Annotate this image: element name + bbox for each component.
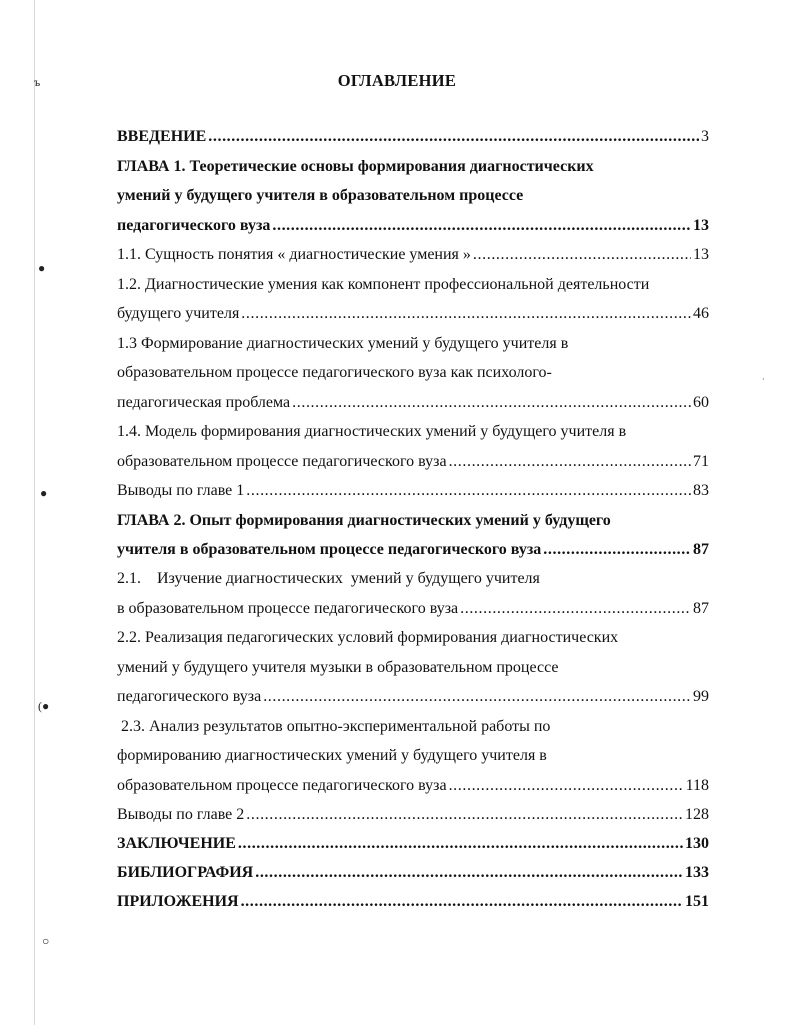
- toc-entry-bibliography[interactable]: [117, 864, 709, 886]
- toc-entry-text: образовательном процессе педагогического вуза: [117, 453, 447, 470]
- leader-dots: [292, 394, 691, 412]
- toc-entry-text: Выводы по главе 2: [117, 806, 245, 823]
- toc-entry-2-2-line2[interactable]: умений у будущего учителя музыки в образовательном процессе: [117, 659, 559, 676]
- toc-entry-2-2-line1[interactable]: 2.2. Реализация педагогических условий формирования диагностических: [117, 629, 619, 646]
- toc-page-number: 151: [685, 893, 709, 910]
- leader-dots: [263, 688, 691, 706]
- toc-entry-ch2-line1[interactable]: ГЛАВА 2. Опыт формирования диагностических умений у будущего: [117, 512, 611, 529]
- toc-entry-text: педагогическая проблема: [117, 394, 291, 411]
- toc-entry-conclusions-ch1[interactable]: [117, 482, 709, 504]
- toc-entry-2-3-line3[interactable]: [117, 777, 709, 799]
- toc-entry-2-1-line2[interactable]: [117, 600, 709, 622]
- leader-dots: [208, 128, 699, 146]
- toc-entry-text: ПРИЛОЖЕНИЯ: [117, 893, 239, 910]
- scan-artifact-5: ○: [42, 934, 50, 948]
- toc-entry-ch1-line2[interactable]: умений у будущего учителя в образовательном процессе: [117, 187, 524, 204]
- scan-artifact-3: ●: [40, 486, 48, 500]
- toc-entry-text: педагогического вуза: [117, 688, 262, 705]
- toc-entry-conclusions-ch2[interactable]: [117, 806, 709, 828]
- leader-dots: [473, 246, 691, 264]
- toc-entry-2-3-line2[interactable]: формированию диагностических умений у будущего учителя в: [117, 747, 547, 764]
- toc-entry-2-1-line1[interactable]: 2.1. Изучение диагностических умений у будущего учителя: [117, 570, 540, 587]
- toc-entry-text: Выводы по главе 1: [117, 482, 245, 499]
- toc-page-number: 133: [685, 864, 709, 881]
- scan-artifact-6: ·: [762, 375, 765, 384]
- toc-entry-1-3-line2[interactable]: образовательном процессе педагогического вуза как психолого-: [117, 364, 552, 381]
- leader-dots: [255, 864, 683, 882]
- toc-entry-conclusion[interactable]: [117, 835, 709, 857]
- toc-entry-text: педагогического вуза: [117, 217, 271, 234]
- page-title: ОГЛАВЛЕНИЕ: [337, 71, 457, 90]
- toc-entry-text: БИБЛИОГРАФИЯ: [117, 864, 254, 881]
- toc-page-number: 130: [685, 835, 709, 852]
- leader-dots: [449, 453, 691, 471]
- toc-entry-2-2-line3[interactable]: [117, 688, 709, 710]
- toc-entry-1-4-line1[interactable]: 1.4. Модель формирования диагностических умений у будущего учителя в: [117, 423, 627, 440]
- toc-entry-ch1-line3[interactable]: [117, 217, 709, 239]
- toc-page-number: 13: [693, 246, 709, 263]
- scan-artifact-1: ъ: [34, 75, 41, 89]
- toc-page-number: 87: [693, 600, 709, 617]
- toc-entry-text: ВВЕДЕНИЕ: [117, 128, 207, 145]
- toc-entry-ch2-line2[interactable]: [117, 541, 709, 563]
- toc-entry-text: будущего учителя: [117, 305, 240, 322]
- leader-dots: [460, 600, 691, 618]
- toc-entry-appendices[interactable]: [117, 893, 709, 915]
- leader-dots: [238, 835, 683, 853]
- toc-entry-ch1-line1[interactable]: ГЛАВА 1. Теоретические основы формирования диагностических: [117, 158, 594, 175]
- toc-entry-1-2-line2[interactable]: [117, 305, 709, 327]
- toc-entry-text: ЗАКЛЮЧЕНИЕ: [117, 835, 236, 852]
- leader-dots: [241, 893, 683, 911]
- toc-entry-1-4-line2[interactable]: [117, 453, 709, 475]
- toc-page-number: 60: [693, 394, 709, 411]
- toc-entry-2-3-line1[interactable]: 2.3. Анализ результатов опытно-экспериментальной работы по: [117, 718, 551, 735]
- toc-page-number: 128: [685, 806, 709, 823]
- toc-entry-text: 1.1. Сущность понятия « диагностические умения »: [117, 246, 471, 263]
- leader-dots: [241, 305, 691, 323]
- toc-entry-text: образовательном процессе педагогического вуза: [117, 777, 447, 794]
- toc-page-number: 46: [693, 305, 709, 322]
- leader-dots: [272, 217, 691, 235]
- toc-page-number: 87: [693, 541, 709, 558]
- toc-page-number: 118: [685, 777, 709, 794]
- leader-dots: [246, 806, 683, 824]
- toc-page-number: 71: [693, 453, 709, 470]
- toc-entry-text: в образовательном процессе педагогического вуза: [117, 600, 459, 617]
- scan-artifact-2: ●: [38, 261, 46, 275]
- toc-entry-intro[interactable]: [117, 128, 709, 150]
- leader-dots: [543, 541, 691, 559]
- toc-page-number: 3: [701, 128, 709, 145]
- toc-entry-1-1[interactable]: [117, 246, 709, 268]
- scan-artifact-4: (●: [38, 699, 50, 713]
- toc-entry-1-3-line3[interactable]: [117, 394, 709, 416]
- toc-page-number: 13: [693, 217, 709, 234]
- page-edge-line: [34, 0, 35, 1025]
- toc-page-number: 99: [693, 688, 709, 705]
- toc-entry-1-3-line1[interactable]: 1.3 Формирование диагностических умений у будущего учителя в: [117, 335, 569, 352]
- leader-dots: [449, 777, 684, 795]
- toc-entry-1-2-line1[interactable]: 1.2. Диагностические умения как компонент профессиональной деятельности: [117, 276, 650, 293]
- toc-entry-text: учителя в образовательном процессе педагогического вуза: [117, 541, 542, 558]
- leader-dots: [246, 482, 691, 500]
- toc-page-number: 83: [693, 482, 709, 499]
